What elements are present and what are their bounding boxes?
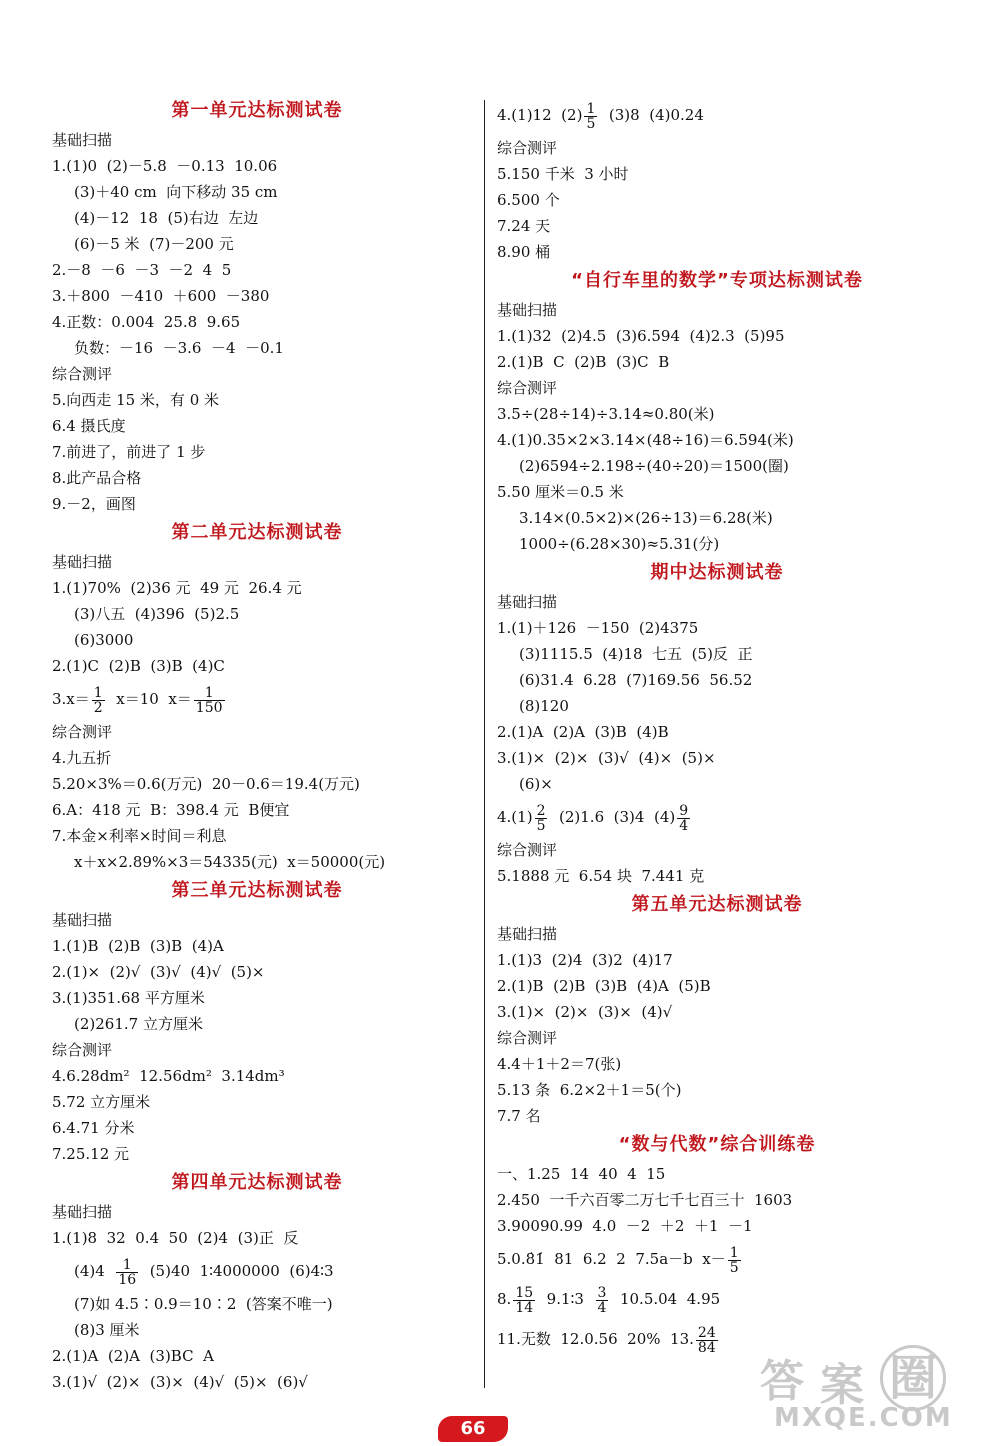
answer-line: 4.4＋1＋2＝7(张) (497, 1055, 622, 1073)
text-segment: 4.(1)12 (2) (497, 106, 583, 124)
section-title: 期中达标测试卷 (650, 562, 784, 583)
numerator: 15 (515, 1284, 534, 1301)
text-segment: (2)1.6 (3)4 (4) (549, 808, 676, 826)
fraction (677, 804, 690, 833)
page-number-badge (438, 1416, 508, 1442)
denominator: 5 (729, 1259, 739, 1276)
fraction (513, 1286, 535, 1315)
answer-line: 7.前进了，前进了 1 步 (52, 443, 206, 461)
text-segment: 4.(1) (497, 808, 533, 826)
answer-line: (4)－12 18 (5)右边 左边 (74, 209, 259, 227)
subheading: 基础扫描 (52, 911, 113, 929)
answer-line: (2)261.7 立方厘米 (74, 1015, 203, 1033)
numerator: 3 (597, 1284, 607, 1301)
answer-line: 1.(1)B (2)B (3)B (4)A (52, 937, 224, 955)
answer-line: 6.4 摄氏度 (52, 417, 126, 435)
answer-line: 3.(1)√ (2)× (3)× (4)√ (5)× (6)√ (52, 1373, 308, 1391)
watermark-logo (760, 1345, 990, 1440)
answer-line: 1.(1)0 (2)－5.8 －0.13 10.06 (52, 157, 278, 175)
fraction (584, 102, 597, 131)
answer-line: x＋x×2.89%×3＝54335(元) x＝50000(元) (74, 853, 386, 871)
denominator: 150 (195, 699, 223, 716)
answer-line: 5.向西走 15 米，有 0 米 (52, 391, 220, 409)
answer-line: 1.(1)＋126 －150 (2)4375 (497, 619, 699, 637)
subheading: 基础扫描 (497, 301, 558, 319)
answer-line: 3.90090.99 4.0 －2 ＋2 ＋1 －1 (497, 1217, 753, 1235)
column-divider (484, 100, 485, 1388)
numerator: 1 (116, 1258, 138, 1273)
answer-line: 1000÷(6.28×30)≈5.31(分) (519, 535, 720, 553)
denominator: 16 (118, 1271, 137, 1288)
answer-line: (3)＋40 cm 向下移动 35 cm (74, 183, 278, 201)
answer-line: 2.(1)B C (2)B (3)C B (497, 353, 670, 371)
denominator: 4 (597, 1299, 607, 1316)
answer-line: (8)3 厘米 (74, 1321, 140, 1339)
answer-line: 5.72 立方厘米 (52, 1093, 151, 1111)
subheading: 基础扫描 (52, 1203, 113, 1221)
answer-line: 2.(1)× (2)√ (3)√ (4)√ (5)× (52, 963, 265, 981)
answer-line: (7)如 4.5∶0.9＝10∶2 (答案不唯一) (74, 1295, 333, 1313)
answer-line: 7.25.12 元 (52, 1145, 130, 1163)
text-segment: 9.1∶3 (537, 1290, 594, 1308)
answer-line: 3.5÷(28÷14)÷3.14≈0.80(米) (497, 405, 715, 423)
fraction (92, 686, 105, 715)
text-segment: x＝10 x＝ (106, 690, 192, 708)
answer-line: (8)120 (519, 697, 569, 715)
text-segment: (5)40 1∶4000000 (6)4∶3 (140, 1262, 334, 1280)
right-column (497, 95, 937, 1359)
answer-line: 4.九五折 (52, 749, 112, 767)
numerator: 1 (729, 1244, 739, 1261)
denominator: 14 (515, 1299, 534, 1316)
answer-line: 2.(1)A (2)A (3)B (4)B (497, 723, 669, 741)
fraction (596, 1286, 609, 1315)
answer-line: 3.14×(0.5×2)×(26÷13)＝6.28(米) (519, 509, 773, 527)
answer-line: 6.500 个 (497, 191, 560, 209)
answer-line: (6)3000 (74, 631, 134, 649)
section-title: 第二单元达标测试卷 (171, 522, 343, 543)
text-segment: (3)8 (4)0.24 (599, 106, 704, 124)
left-column (52, 95, 462, 1395)
answer-line: 1.(1)3 (2)4 (3)2 (4)17 (497, 951, 673, 969)
fraction (728, 1246, 741, 1275)
answer-line: 3.＋800 －410 ＋600 －380 (52, 287, 270, 305)
watermark-url: MXQE.COM (774, 1403, 953, 1433)
numerator: 1 (194, 686, 225, 701)
subheading: 综合测评 (497, 1029, 558, 1047)
answer-line: 5.13 条 6.2×2＋1＝5(个) (497, 1081, 682, 1099)
answer-line-fraction (497, 1239, 937, 1279)
text-segment: 10.5.04 4.95 (610, 1290, 721, 1308)
section-title: “自行车里的数学”专项达标测试卷 (571, 270, 863, 291)
subheading: 基础扫描 (52, 553, 113, 571)
answer-line: 3.(1)351.68 平方厘米 (52, 989, 205, 1007)
answer-line: 2.(1)C (2)B (3)B (4)C (52, 657, 225, 675)
answer-line: 2.(1)A (2)A (3)BC A (52, 1347, 214, 1365)
text-segment: 5.0.8̇1̇ 81 6.2 2 7.5a－b x－ (497, 1250, 726, 1268)
answer-line: 4.6.28dm² 12.56dm² 3.14dm³ (52, 1067, 285, 1085)
denominator: 5 (586, 115, 596, 132)
answer-line-fraction (497, 797, 937, 837)
section-title: 第三单元达标测试卷 (171, 880, 343, 901)
section-title: 第五单元达标测试卷 (631, 894, 803, 915)
fraction (535, 804, 548, 833)
text-segment: 11.无数 12.0.56 20% 13. (497, 1330, 694, 1348)
subheading: 综合测评 (497, 139, 558, 157)
answer-line-fraction (52, 679, 462, 719)
answer-line: (6)31.4 6.28 (7)169.56 56.52 (519, 671, 753, 689)
watermark-char: 答 (760, 1356, 804, 1407)
numerator: 24 (697, 1324, 716, 1341)
subheading: 综合测评 (52, 1041, 113, 1059)
answer-line: 5.20×3%＝0.6(万元) 20－0.6＝19.4(万元) (52, 775, 360, 793)
watermark-char: 圈 (880, 1345, 946, 1411)
answer-line: (3)八五 (4)396 (5)2.5 (74, 605, 240, 623)
section-title: 第四单元达标测试卷 (171, 1172, 343, 1193)
answer-line: 6.A：418 元 B：398.4 元 B便宜 (52, 801, 290, 819)
answer-line: 7.7 名 (497, 1107, 541, 1125)
answer-line: 9.－2，画图 (52, 495, 136, 513)
numerator: 2 (536, 802, 546, 819)
denominator: 4 (679, 817, 689, 834)
text-segment: 8. (497, 1290, 512, 1308)
fraction (696, 1326, 718, 1355)
answer-line: 3.(1)× (2)× (3)× (4)√ (497, 1003, 673, 1021)
numerator: 1 (93, 684, 103, 701)
answer-line: 5.1888 元 6.54 块 7.441 克 (497, 867, 705, 885)
subheading: 基础扫描 (497, 593, 558, 611)
subheading: 综合测评 (52, 365, 113, 383)
answer-line: (3)1115.5 (4)18 七五 (5)反 正 (519, 645, 753, 663)
answer-line: 7.本金×利率×时间＝利息 (52, 827, 227, 845)
answer-line: 7.24 天 (497, 217, 551, 235)
subheading: 综合测评 (497, 379, 558, 397)
subheading: 基础扫描 (52, 131, 113, 149)
answer-line-fraction (497, 1279, 937, 1319)
denominator: 84 (697, 1339, 716, 1356)
answer-line: 4.正数：0.004 25.8 9.65 (52, 313, 241, 331)
answer-line: (2)6594÷2.198÷(40÷20)＝1500(圈) (519, 457, 789, 475)
subheading: 综合测评 (497, 841, 558, 859)
answer-line: 8.90 桶 (497, 243, 551, 261)
answer-line: 负数：－16 －3.6 －4 －0.1 (74, 339, 284, 357)
subheading: 综合测评 (52, 723, 113, 741)
answer-line: (6)－5 米 (7)－200 元 (74, 235, 234, 253)
page-number: 66 (460, 1418, 486, 1439)
answer-line: 5.150 千米 3 小时 (497, 165, 629, 183)
answer-line-fraction (497, 95, 937, 135)
fraction (194, 686, 225, 715)
numerator: 9 (679, 802, 689, 819)
watermark-char: 案 (820, 1360, 864, 1411)
denominator: 5 (536, 817, 546, 834)
answer-line: 2.450 一千六百零二万七千七百三十 1603 (497, 1191, 793, 1209)
answer-line: 8.此产品合格 (52, 469, 142, 487)
answer-line: 6.4.71 分米 (52, 1119, 135, 1137)
section-title: “数与代数”综合训练卷 (618, 1134, 816, 1155)
section-title: 第一单元达标测试卷 (171, 100, 343, 121)
answer-line: 3.(1)× (2)× (3)√ (4)× (5)× (497, 749, 716, 767)
denominator: 2 (93, 699, 103, 716)
subheading: 基础扫描 (497, 925, 558, 943)
answer-line: 一、1.25 14 40 4 15 (497, 1165, 666, 1183)
answer-line: 1.(1)8 32 0.4 50 (2)4 (3)正 反 (52, 1229, 299, 1247)
answer-line: (6)× (519, 775, 553, 793)
answer-line: 2.(1)B (2)B (3)B (4)A (5)B (497, 977, 711, 995)
text-segment: 3.x＝ (52, 690, 90, 708)
answer-line: 1.(1)32 (2)4.5 (3)6.594 (4)2.3 (5)95 (497, 327, 785, 345)
fraction (116, 1258, 138, 1287)
answer-line: 1.(1)70% (2)36 元 49 元 26.4 元 (52, 579, 302, 597)
numerator: 1 (586, 100, 596, 117)
answer-line: 2.－8 －6 －3 －2 4 5 (52, 261, 232, 279)
text-segment: (4)4 (74, 1262, 115, 1280)
answer-line: 4.(1)0.35×2×3.14×(48÷16)＝6.594(米) (497, 431, 794, 449)
answer-line-fraction (52, 1251, 462, 1291)
answer-line: 5.50 厘米＝0.5 米 (497, 483, 624, 501)
